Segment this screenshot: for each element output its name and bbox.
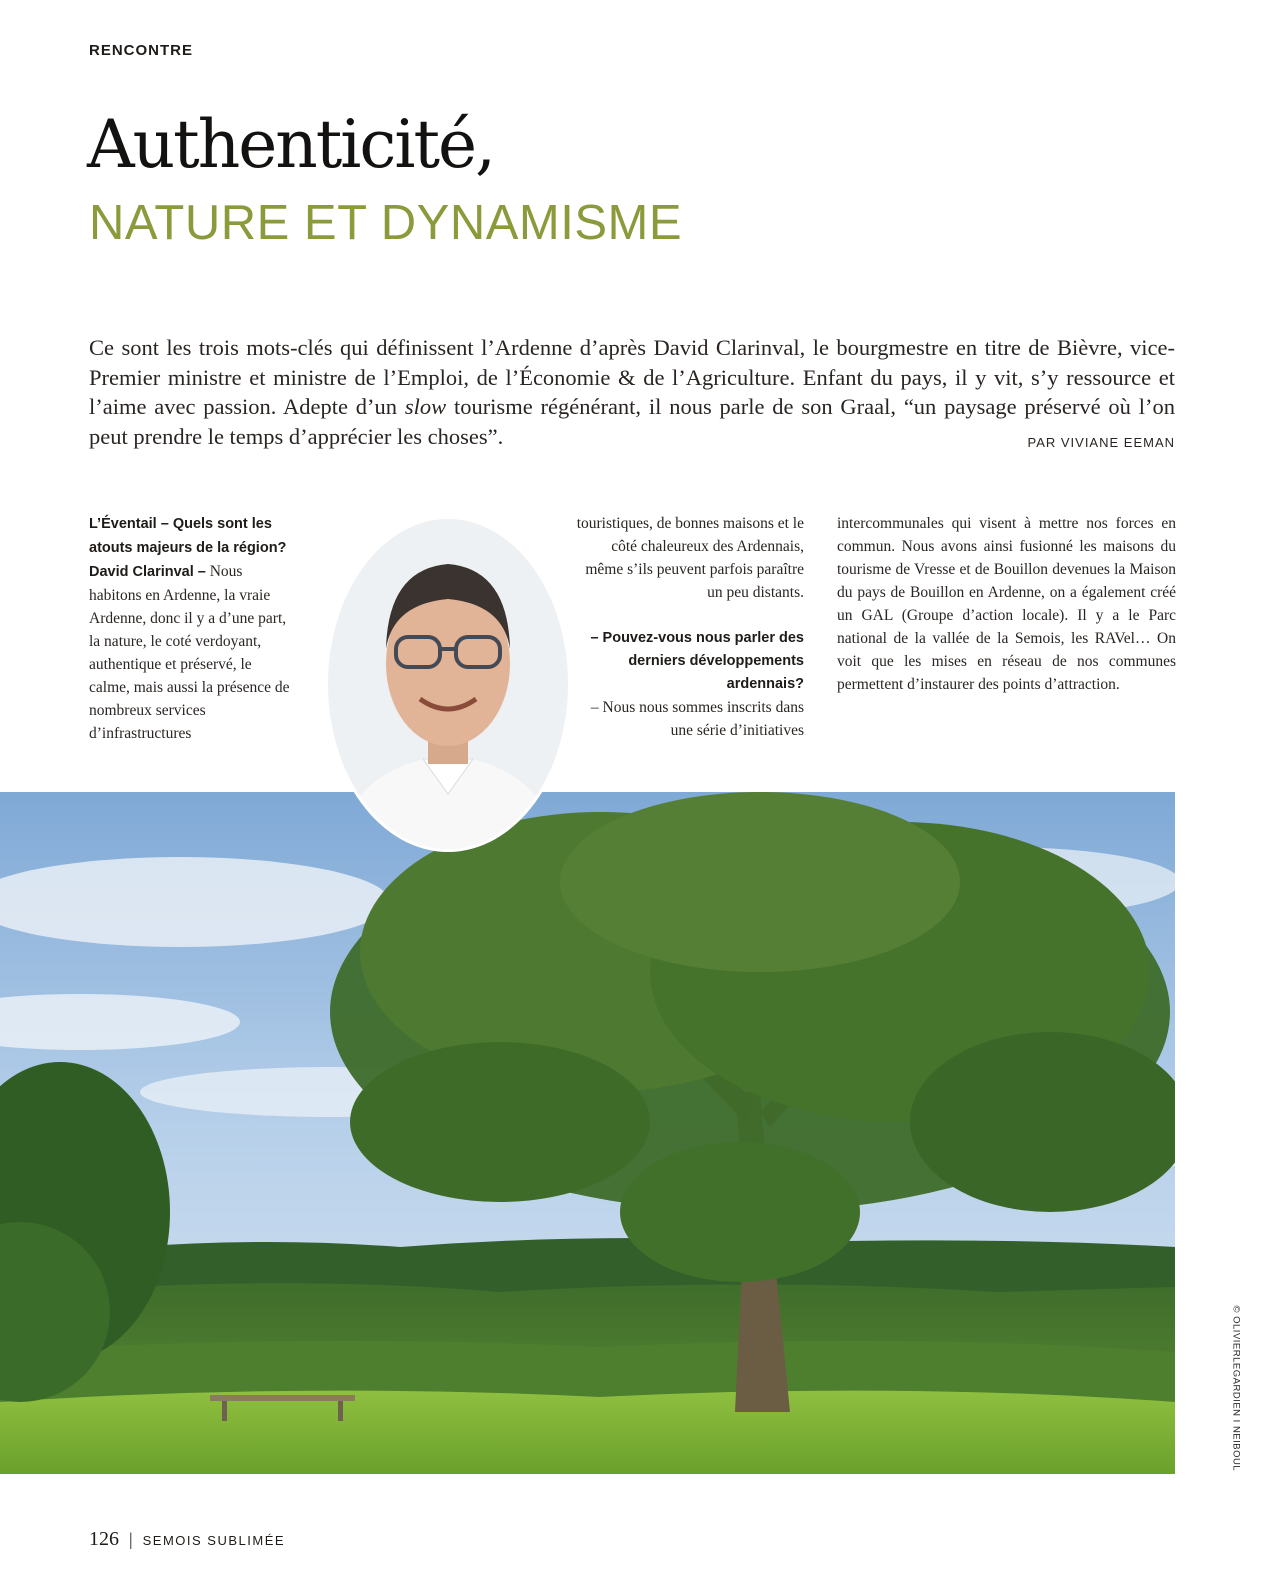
- question-1: L’Éventail – Quels sont les atouts majeurs de la région?: [89, 516, 287, 556]
- answer-2-part-1: – Nous nous sommes inscrits dans une série d’initiatives: [590, 699, 804, 739]
- answer-1-part-2: touristiques, de bonnes maisons et le côté chaleureux des Ardennais, même s’ils peuvent parfois paraître un peu distants.: [576, 515, 804, 601]
- section-label: RENCONTRE: [89, 42, 194, 59]
- question-2: – Pouvez-vous nous parler des derniers développements ardennais?: [590, 630, 804, 692]
- oak-tree-landscape-illustration: [0, 792, 1175, 1474]
- lead-text-2: tourisme régénérant, il nous parle de son Graal, “un paysage préservé où l’on peut prendre le temps d’apprécier les choses”.: [89, 394, 1175, 449]
- byline: PAR VIVIANE EEMAN: [1027, 435, 1175, 450]
- page-footer: [89, 1528, 285, 1551]
- lead-paragraph: [89, 333, 1175, 451]
- magazine-name: SEMOIS SUBLIMÉE: [142, 1533, 286, 1548]
- column-1: [89, 512, 347, 745]
- page-number: 126: [89, 1528, 119, 1550]
- photo-credit-text: © OLIVIERLEGARDIEN I NEIBOUL: [1230, 1305, 1242, 1472]
- landscape-photo: [0, 792, 1175, 1474]
- answer-1-part-1: Nous habitons en Ardenne, la vraie Ardenne, donc il y a d’une part, la nature, le coté verdoyant, authentique et préservé, le calme, mais aussi la présence de nombreux services d’infrastructures: [89, 563, 290, 742]
- answer-2-part-2: intercommunales qui visent à mettre nos forces en commun. Nous avons ainsi fusionné les maisons du tourisme de Vresse et de Bouillon devenues la Maison du pays de Bouillon en Ardenne, on a également créé un GAL (Groupe d’action locale). Il y a le Parc national de la vallée de la Semois, les RAVel… On voit que les mises en réseau de nos communes permettent d’instaurer des points d’attraction.: [837, 515, 1176, 693]
- speaker-name: David Clarinval –: [89, 564, 206, 580]
- portrait-photo: [325, 516, 571, 852]
- footer-separator: |: [129, 1529, 133, 1549]
- article-subtitle: NATURE ET DYNAMISME: [89, 196, 683, 250]
- column-3: [837, 512, 1176, 696]
- article-title: Authenticité,: [87, 106, 495, 183]
- photo-credit: [1228, 1302, 1242, 1472]
- portrait-illustration: [328, 519, 568, 849]
- lead-text-1: Ce sont les trois mots-clés qui définissent l’Ardenne d’après David Clarinval, le bourgmestre en titre de Bièvre, vice-Premier ministre et ministre de l’Emploi, de l’Économie & de l’Agriculture. Enfant du pays, il y vit, s’y ressource et l’aime avec passion. Adepte d’un: [89, 335, 1175, 419]
- lead-emphasis: slow: [404, 394, 447, 419]
